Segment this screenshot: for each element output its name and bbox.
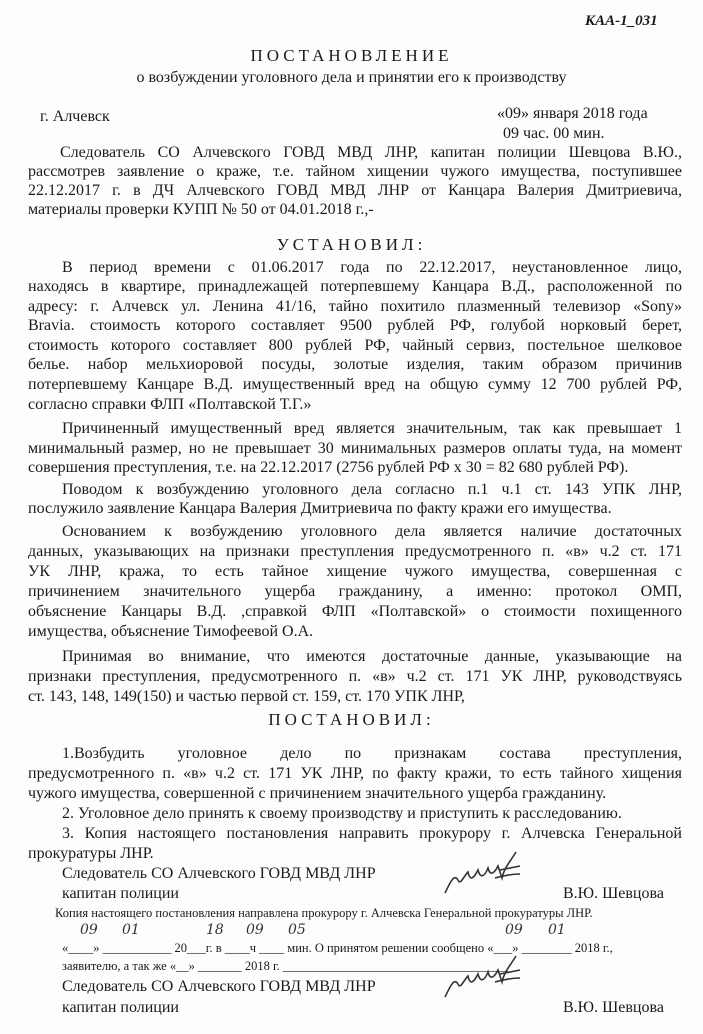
handwritten-year: 18 [206, 922, 224, 938]
resolved-line: прокуратуры ЛНР. [28, 845, 154, 862]
resolved-line: 2. Уголовное дело принять к своему производству и приступить к расследованию. [62, 805, 622, 822]
signature-rank: капитан полиции [62, 999, 179, 1016]
established-line: причинением значительного ущерба гражданину, а именно: протокол ОМП, [28, 583, 682, 600]
established-line: послужило заявление Канцара Валерия Дмитриевича по факту кражи его имущества. [28, 500, 612, 517]
handwritten-day: 09 [80, 922, 98, 938]
intro-line: 22.12.2017 г. в ДЧ Алчевского ГОВД МВД ЛНР от Канцара Валерия Дмитриевича, [28, 182, 682, 199]
resolved-line: предусмотренного п. «в» ч.2 ст. 171 УК ЛНР, по факту кражи, то есть тайного хищения [28, 765, 682, 782]
established-line: признаки преступления, предусмотренного п. «в» ч.2 ст. 171 УК ЛНР, руководствуясь [28, 668, 682, 685]
intro-line: материалы проверки КУПП № 50 от 04.01.2018 г.,- [28, 201, 374, 218]
established-line: Bravia. стоимость которого составляет 9500 рублей РФ, голубой норковый берет, [28, 317, 682, 334]
applicant-line: заявителю, а так же «__» _______ 2018 г. ____________________________________ [62, 959, 508, 973]
document-time: 09 час. 00 мин. [503, 125, 605, 142]
established-line: совершения преступления, т.е. на 22.12.2017 (2756 рублей РФ х 30 = 82 680 рублей РФ). [28, 459, 629, 476]
established-line: потерпевшему Канцаре В.Д. имущественный вред на общую сумму 12 700 рублей РФ, [28, 376, 682, 393]
established-line: Принимая во внимание, что имеются достаточные данные, указывающие на [62, 648, 682, 665]
established-line: данных, указывающих на признаки преступления предусмотренного п. «в» ч.2 ст. 171 [28, 543, 682, 560]
established-heading: УСТАНОВИЛ: [276, 235, 427, 254]
signature-position: Следователь СО Алчевского ГОВД МВД ЛНР [62, 865, 376, 882]
handwritten-hour: 09 [246, 922, 264, 938]
handwritten-signature [440, 952, 540, 1002]
established-line: имущества, объяснение Тимофеевой О.А. [28, 623, 314, 640]
handwritten-month: 01 [122, 922, 140, 938]
handwritten-minute: 05 [288, 922, 306, 938]
established-line: находясь в квартире, принадлежащей потерпевшему Канцара В.Д., расположенной по [28, 278, 682, 295]
established-line: адресу: г. Алчевск ул. Ленина 41/16, тайно похитило плазменный телевизор «Sony» [28, 298, 682, 315]
signature-position: Следователь СО Алчевского ГОВД МВД ЛНР [62, 978, 376, 995]
document-id: КАА-1_031 [585, 13, 658, 29]
established-line: Причиненный имущественный вред является значительным, так как превышает 1 [62, 420, 682, 437]
established-line: ст. 143, 148, 149(150) и частью первой ст. 159, ст. 170 УПК ЛНР, [28, 688, 465, 705]
intro-line: рассмотрев заявление о краже, т.е. тайном хищении чужого имущества, поступившее [28, 163, 682, 180]
established-line: минимальный размер, но не превышает 30 минимальных размеров оплаты туда, на момент [28, 440, 682, 457]
notice-line: «____» ___________ 20___г. в ____ч ____ мин. О принятом решении сообщено «___» ________ 2018 г., [62, 941, 613, 955]
document-subtitle: о возбуждении уголовного дела и принятии его к производству [136, 69, 567, 86]
city: г. Алчевск [40, 108, 110, 125]
document-title: ПОСТАНОВЛЕНИЕ [250, 46, 453, 65]
resolved-line: 1.Возбудить уголовное дело по признакам состава преступления, [62, 745, 682, 762]
document-date: «09» января 2018 года [497, 105, 648, 122]
resolved-line: 3. Копия настоящего постановления направить прокурору г. Алчевска Генеральной [62, 825, 682, 842]
intro-line: Следователь СО Алчевского ГОВД МВД ЛНР, капитан полиции Шевцова В.Ю., [60, 144, 682, 161]
resolved-heading: ПОСТАНОВИЛ: [268, 710, 435, 729]
established-line: согласно справки ФЛП «Полтавской Т.Г.» [28, 396, 312, 413]
signature-name: В.Ю. Шевцова [563, 999, 664, 1016]
established-line: УК ЛНР, кража, то есть тайное хищение чужого имущества, совершенная с [28, 563, 682, 580]
signature-rank: капитан полиции [62, 885, 179, 902]
established-line: объяснение Канцары В.Д. ,справкой ФЛП «Полтавской» о стоимости похищенного [28, 603, 682, 620]
established-line: белье. набор мельхиоровой посуды, золотые изделия, таким образом причинив [28, 356, 682, 373]
handwritten-notified-month: 01 [548, 922, 566, 938]
copy-note: Копия настоящего постановления направлена прокурору г. Алчевска Генеральной прокуратуры ЛНР. [55, 906, 593, 920]
resolved-line: чужого имущества, совершенной с причинением значительного ущерба гражданину. [28, 785, 607, 802]
signature-name: В.Ю. Шевцова [563, 885, 664, 902]
established-line: В период времени с 01.06.2017 года по 22.12.2017, неустановленное лицо, [62, 259, 682, 276]
established-line: Поводом к возбуждению уголовного дела согласно п.1 ч.1 ст. 143 УПК ЛНР, [62, 481, 682, 498]
handwritten-notified-day: 09 [505, 922, 523, 938]
established-line: стоимость которого составляет 800 рублей РФ, чайный сервиз, постельное шелковое [28, 337, 682, 354]
established-line: Основанием к возбуждению уголовного дела является наличие достаточных [62, 523, 682, 540]
handwritten-signature [440, 848, 540, 898]
